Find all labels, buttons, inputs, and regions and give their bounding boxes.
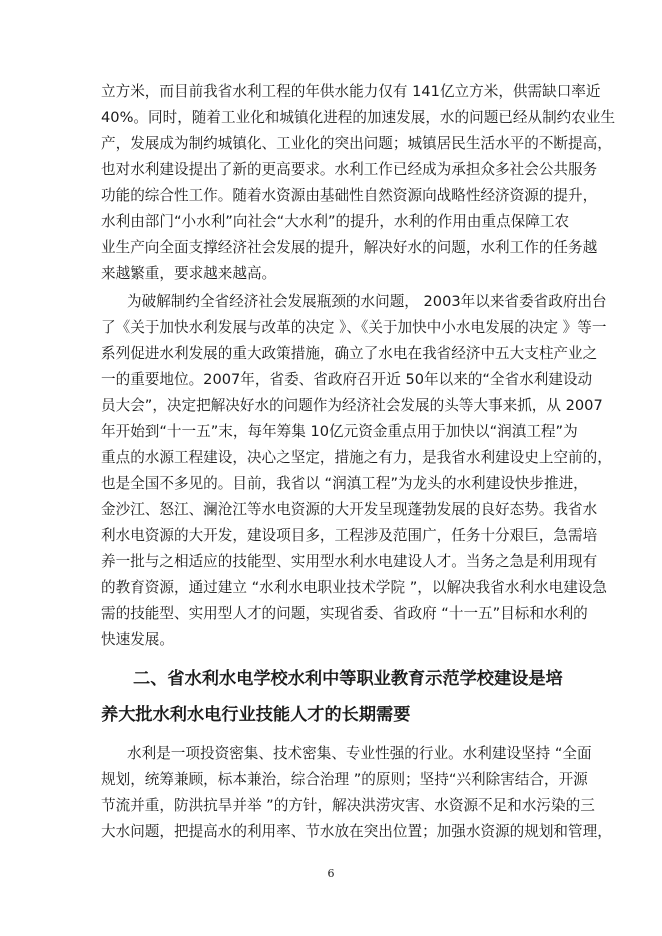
page-number: 6 <box>327 867 335 880</box>
paragraph-2-line: 年开始到“十一五”末，每年筹集 10亿元资金重点用于加快以“润滇工程”为 <box>101 423 578 440</box>
paragraph-2-line: 利水电资源的大开发，建设项目多，工程涉及范围广，任务十分艰巨，急需培 <box>101 527 598 544</box>
section-heading-line: 二、省水利水电学校水利中等职业教育示范学校建设是培 <box>133 669 563 689</box>
paragraph-2-line: 快速发展。 <box>101 631 174 648</box>
paragraph-1-line: 产，发展成为制约城镇化、工业化的突出问题；城镇居民生活水平的不断提高， <box>101 135 612 152</box>
paragraph-3-line: 节流并重，防洪抗旱并举 ”的方针，解决洪涝灾害、水资源不足和水污染的三 <box>101 797 595 814</box>
paragraph-2-line: 了《关于加快水利发展与改革的决定 》、《关于加快中小水电发展的决定 》等一 <box>101 319 607 336</box>
paragraph-2-line: 的教育资源，通过建立 “水利水电职业技术学院 ”，以解决我省水利水电建设急 <box>101 579 607 596</box>
paragraph-2-line: 养一批与之相适应的技能型、实用型水利水电建设人才。当务之急是利用现有 <box>101 553 598 570</box>
paragraph-2-line: 为破解制约全省经济社会发展瓶颈的水问题， 2003年以来省委省政府出台 <box>127 293 607 310</box>
paragraph-3-line: 水利是一项投资密集、技术密集、专业性强的行业。水利建设坚持 “全面 <box>127 745 592 762</box>
paragraph-1-line: 40%。同时，随着工业化和城镇化进程的加速发展，水的问题已经从制约农业生 <box>101 109 616 126</box>
paragraph-1-line: 功能的综合性工作。随着水资源由基础性自然资源向战略性经济资源的提升， <box>101 187 598 204</box>
paragraph-1-line: 立方米，而目前我省水利工程的年供水能力仅有 141亿立方米，供需缺口率近 <box>101 83 601 100</box>
section-heading-line: 养大批水利水电行业技能人才的长期需要 <box>101 705 411 725</box>
paragraph-2-line: 员大会”，决定把解决好水的问题作为经济社会发展的头等大事来抓，从 2007 <box>101 397 603 414</box>
paragraph-3-line: 规划，统筹兼顾，标本兼治，综合治理 ”的原则；坚持“兴利除害结合，开源 <box>101 771 588 788</box>
paragraph-2-line: 系列促进水利发展的重大政策措施，确立了水电在我省经济中五大支柱产业之 <box>101 345 598 362</box>
paragraph-3-line: 大水问题，把提高水的利用率、节水放在突出位置；加强水资源的规划和管理， <box>101 823 612 840</box>
paragraph-2-line: 金沙江、怒江、澜沧江等水电资源的大开发呈现蓬勃发展的良好态势。我省水 <box>101 501 598 518</box>
paragraph-1-line: 水利由部门“小水利”向社会“大水利”的提升，水利的作用由重点保障工农 <box>101 213 570 230</box>
paragraph-2-line: 需的技能型、实用型人才的问题，实现省委、省政府 “十一五”目标和水利的 <box>101 605 588 622</box>
paragraph-2-line: 重点的水源工程建设，决心之坚定，措施之有力，是我省水利建设史上空前的， <box>101 449 612 466</box>
paragraph-1-line: 来越繁重，要求越来越高。 <box>101 265 277 282</box>
paragraph-2-line: 也是全国不多见的。目前，我省以 “润滇工程”为龙头的水利建设快步推进， <box>101 475 588 492</box>
paragraph-2-line: 一的重要地位。2007年，省委、省政府召开近 50年以来的“全省水利建设动 <box>101 371 593 388</box>
paragraph-1-line: 也对水利建设提出了新的更高要求。水利工作已经成为承担众多社会公共服务 <box>101 161 598 178</box>
paragraph-1-line: 业生产向全面支撑经济社会发展的提升，解决好水的问题，水利工作的任务越 <box>101 239 598 256</box>
